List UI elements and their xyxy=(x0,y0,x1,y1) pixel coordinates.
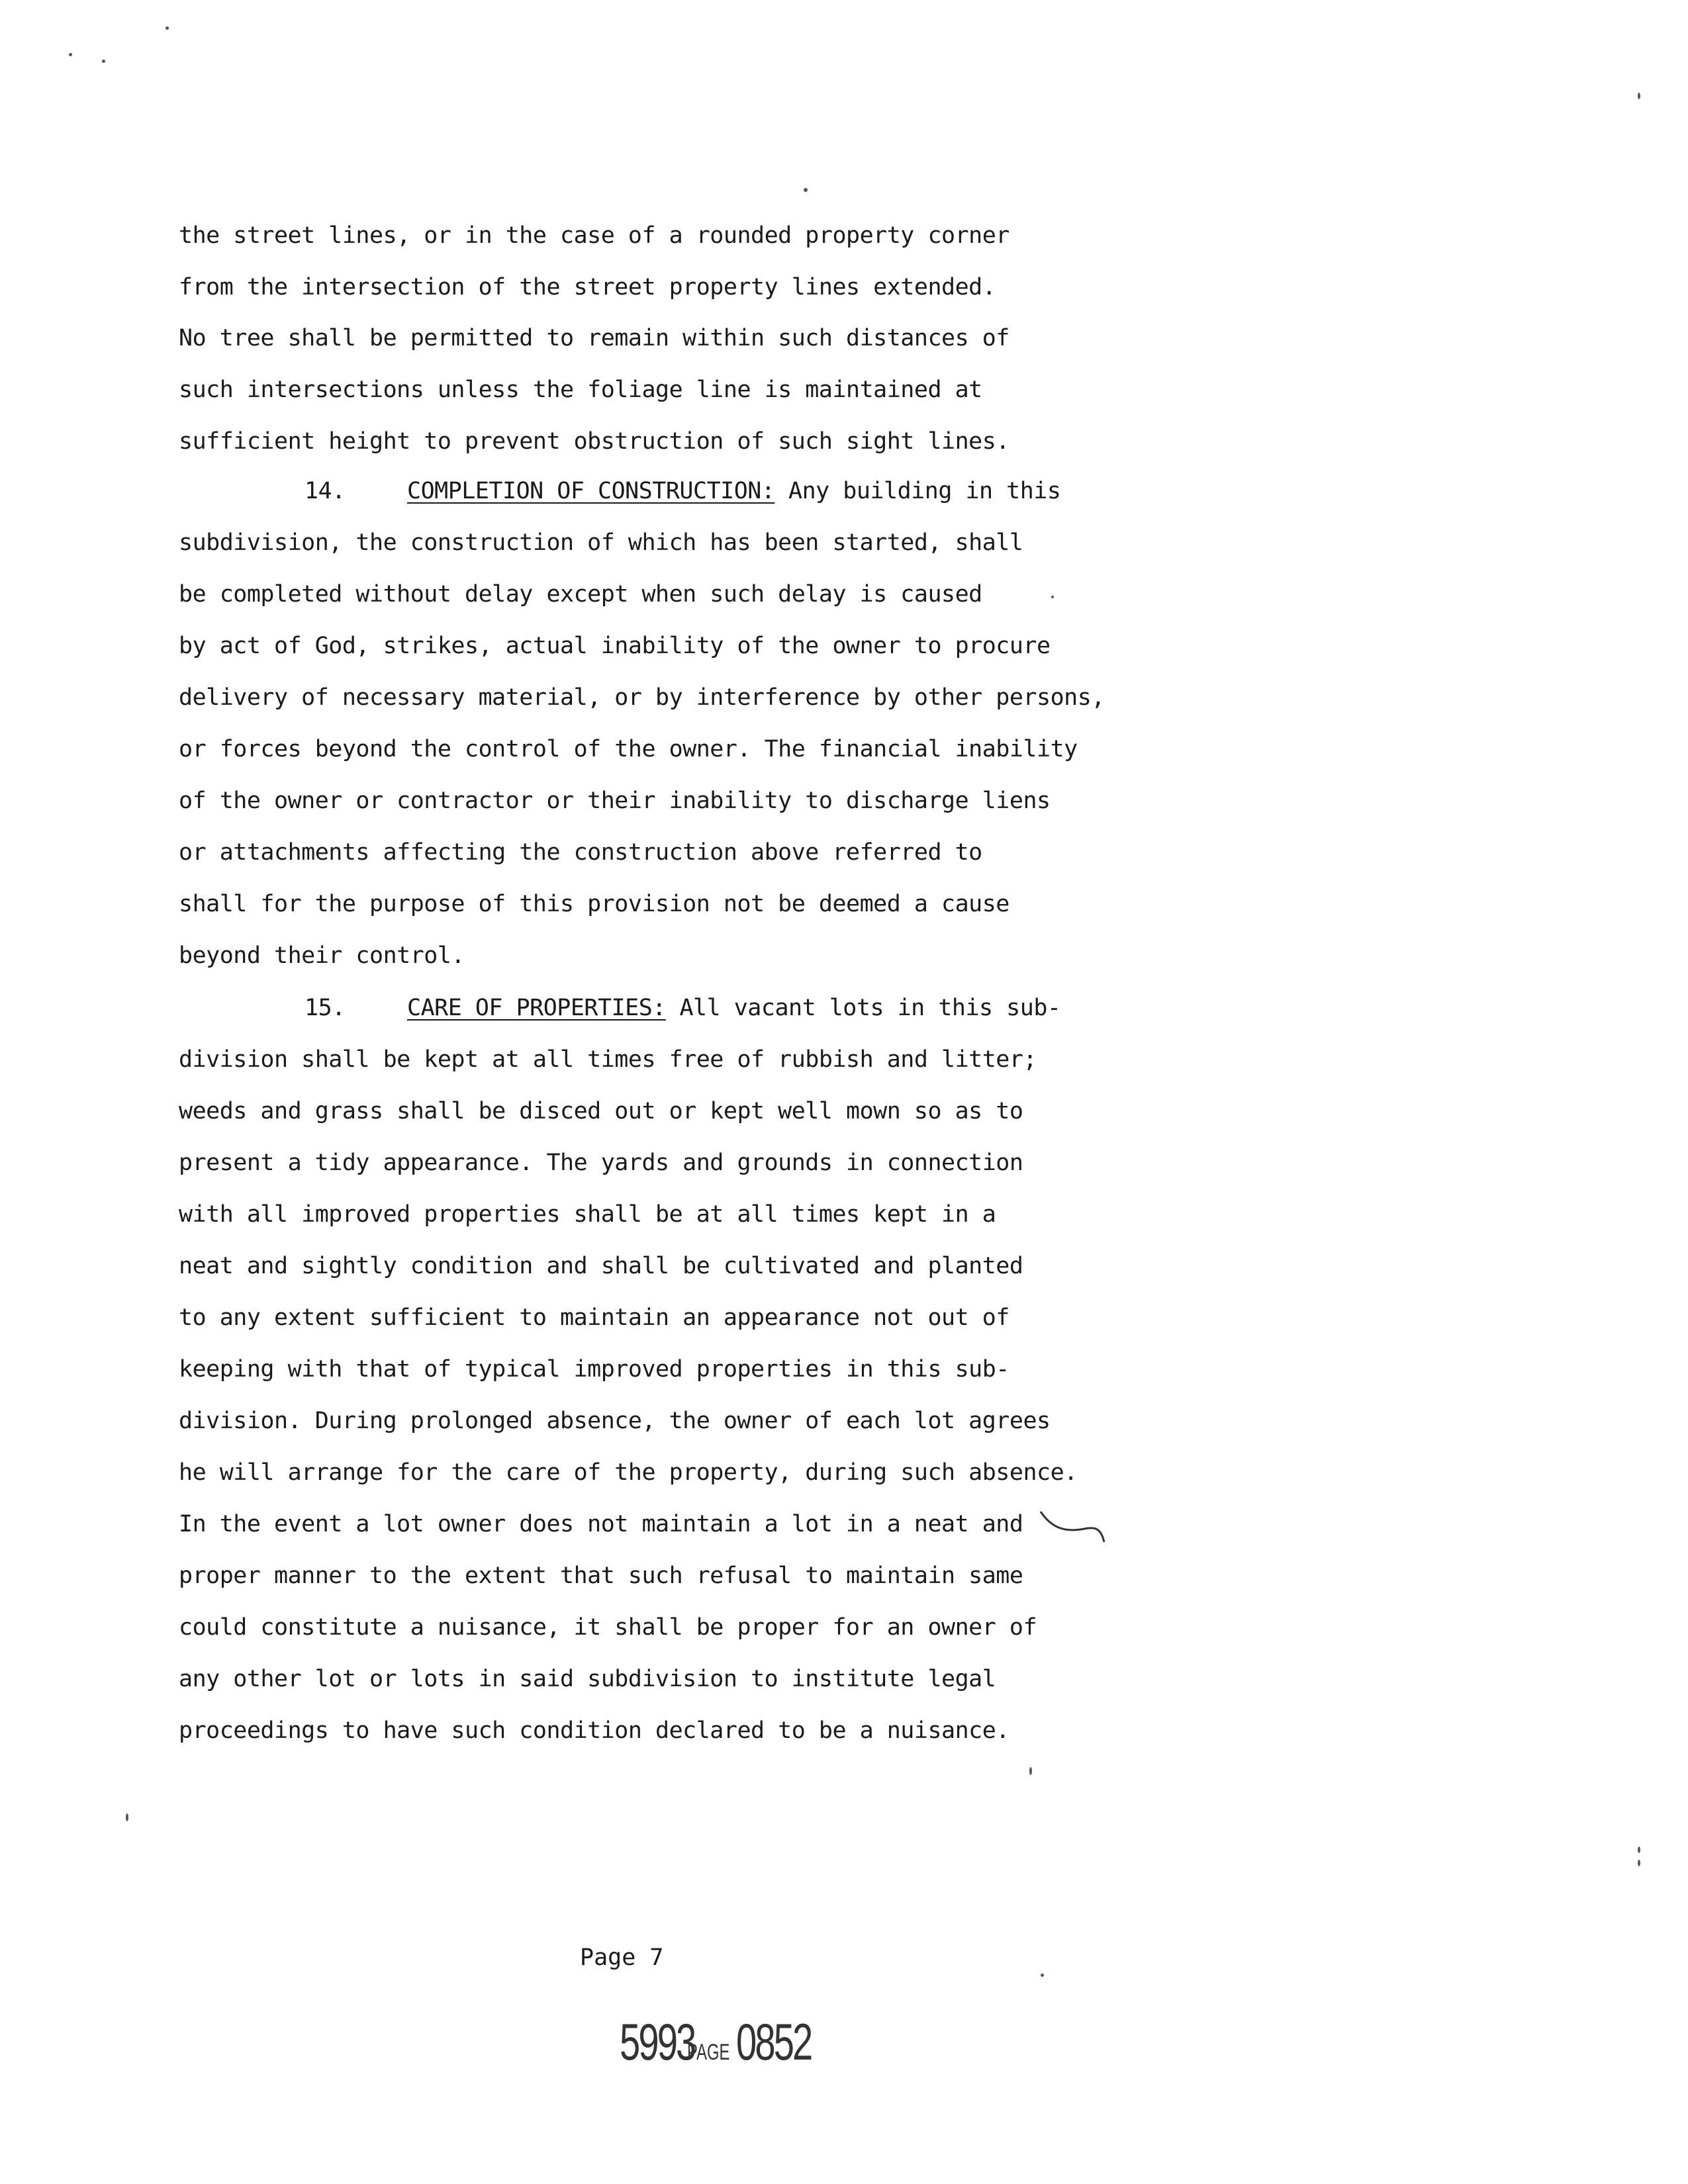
scan-speck xyxy=(1029,1767,1032,1775)
scan-speck xyxy=(1041,1974,1044,1977)
body-line: he will arrange for the care of the property, during such absence. xyxy=(179,1459,1078,1486)
body-line: division shall be kept at all times free of rubbish and litter; xyxy=(179,1046,1037,1073)
page-number-label: Page 7 xyxy=(580,1944,664,1971)
scan-speck xyxy=(102,60,105,63)
body-line: weeds and grass shall be disced out or kept well mown so as to xyxy=(179,1098,1023,1124)
section-14-heading-line xyxy=(179,478,1060,504)
section-heading: CARE OF PROPERTIES: xyxy=(407,995,666,1021)
body-line: sufficient height to prevent obstruction of such sight lines. xyxy=(179,428,1009,455)
recording-stamp xyxy=(620,2012,840,2072)
body-line: any other lot or lots in said subdivision to institute legal xyxy=(179,1666,996,1692)
body-line: In the event a lot owner does not maintain a lot in a neat and xyxy=(179,1511,1023,1537)
body-line: or forces beyond the control of the owner. The financial inability xyxy=(179,736,1078,762)
scan-speck xyxy=(1638,1860,1640,1866)
scan-speck xyxy=(1638,93,1640,99)
scan-speck xyxy=(165,26,169,30)
body-line: proceedings to have such condition declared to be a nuisance. xyxy=(179,1717,1009,1744)
body-line: the street lines, or in the case of a rounded property corner xyxy=(179,222,1009,249)
body-line: to any extent sufficient to maintain an appearance not out of xyxy=(179,1304,1009,1331)
body-line: present a tidy appearance. The yards and grounds in connection xyxy=(179,1150,1023,1176)
body-line: could constitute a nuisance, it shall be proper for an owner of xyxy=(179,1614,1037,1641)
body-line: by act of God, strikes, actual inability of the owner to procure xyxy=(179,633,1051,659)
stamp-page-word: PAGE xyxy=(686,2040,729,2065)
stamp-book-number: 5993 xyxy=(620,2013,695,2071)
body-line: No tree shall be permitted to remain within such distances of xyxy=(179,325,1009,351)
scan-speck xyxy=(804,188,808,192)
body-line: beyond their control. xyxy=(179,942,465,969)
body-line: with all improved properties shall be at all times kept in a xyxy=(179,1201,996,1228)
scan-speck xyxy=(1638,1846,1640,1853)
body-line: such intersections unless the foliage line is maintained at xyxy=(179,377,982,403)
body-line: or attachments affecting the construction above referred to xyxy=(179,839,982,866)
stamp-page-number: 0852 xyxy=(735,2013,811,2071)
body-line: be completed without delay except when such delay is caused xyxy=(179,581,982,608)
pen-mark-icon xyxy=(1038,1508,1111,1547)
section-first-line-text: Any building in this xyxy=(774,478,1061,504)
body-line: keeping with that of typical improved properties in this sub- xyxy=(179,1356,1009,1383)
body-line: neat and sightly condition and shall be cultivated and planted xyxy=(179,1253,1023,1279)
scan-speck xyxy=(69,53,72,56)
body-line: shall for the purpose of this provision not be deemed a cause xyxy=(179,891,1009,917)
body-line: from the intersection of the street property lines extended. xyxy=(179,274,996,300)
body-line: division. During prolonged absence, the owner of each lot agrees xyxy=(179,1408,1051,1434)
section-15-heading-line xyxy=(179,995,1060,1021)
section-number: 14. xyxy=(305,478,346,504)
body-line: delivery of necessary material, or by interference by other persons, xyxy=(179,684,1105,711)
scan-speck xyxy=(126,1813,128,1821)
section-heading: COMPLETION OF CONSTRUCTION: xyxy=(407,478,775,504)
body-line: proper manner to the extent that such refusal to maintain same xyxy=(179,1563,1023,1589)
body-line: of the owner or contractor or their inability to discharge liens xyxy=(179,788,1051,814)
section-first-line-text: All vacant lots in this sub- xyxy=(665,995,1061,1021)
body-line: subdivision, the construction of which has been started, shall xyxy=(179,529,1023,556)
scan-speck xyxy=(1051,596,1054,598)
section-number: 15. xyxy=(305,995,346,1021)
